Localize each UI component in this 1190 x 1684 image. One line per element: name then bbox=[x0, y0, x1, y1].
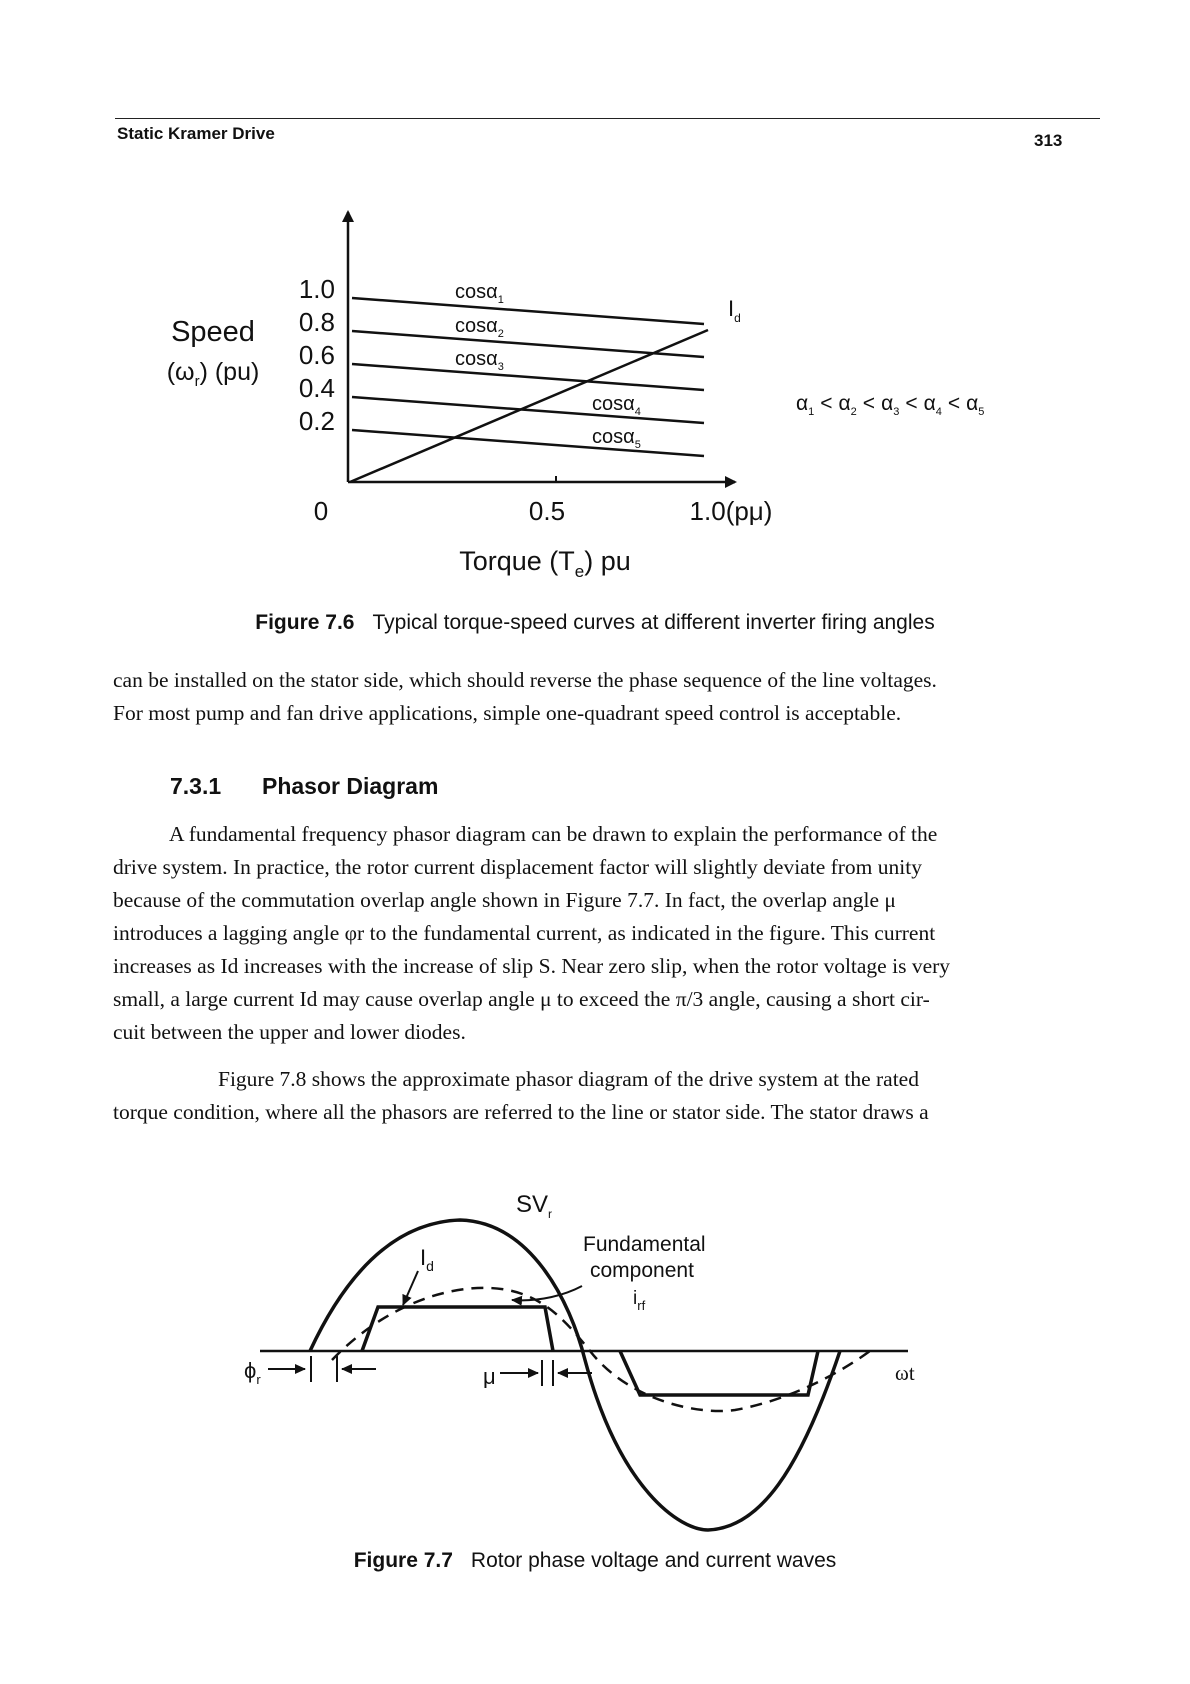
x-tick-label: 0 bbox=[313, 496, 329, 526]
text-line: For most pump and fan drive applications, simple one-quadrant speed control is acceptable. bbox=[113, 701, 902, 725]
text-line: because of the commutation overlap angle shown in Figure 7.7. In fact, the overlap angle μ bbox=[113, 888, 896, 912]
fundamental-label: Fundamental bbox=[583, 1233, 706, 1256]
mu-label: μ bbox=[483, 1364, 496, 1389]
rotor-current-wave bbox=[362, 1307, 553, 1351]
y-tick-label: 0.6 bbox=[298, 340, 335, 370]
id-label: $I_d$ bbox=[420, 1245, 434, 1274]
angle-relation: $\alpha_1 < \alpha_2 < \alpha_3 < \alpha_4 < \alpha_5$ bbox=[796, 392, 985, 418]
rotor-voltage-wave bbox=[310, 1220, 840, 1530]
figure-7-7 bbox=[0, 1170, 1190, 1550]
section-heading bbox=[170, 773, 438, 800]
x-axis-label: Torque $(T_e)$ pu bbox=[459, 546, 631, 581]
x-tick-label: 1.0(pμ) bbox=[689, 496, 773, 526]
y-axis-label-line1: Speed bbox=[171, 316, 255, 348]
text-line: can be installed on the stator side, which should reverse the phase sequence of the line voltages. bbox=[113, 668, 937, 692]
id-load-line bbox=[350, 330, 708, 482]
omega-t-label: ωt bbox=[895, 1361, 915, 1385]
speed-curve-3 bbox=[352, 364, 704, 390]
text-line: Figure 7.8 shows the approximate phasor diagram of the drive system at the rated bbox=[218, 1067, 919, 1091]
rotor-waveform-diagram bbox=[0, 1170, 1190, 1550]
speed-curve-5 bbox=[352, 430, 704, 456]
header-rule bbox=[115, 118, 1100, 119]
caption-text: Typical torque-speed curves at different inverter firing angles bbox=[372, 611, 935, 634]
figure-7-6 bbox=[0, 200, 1190, 590]
text-line: A fundamental frequency phasor diagram can be drawn to explain the performance of the bbox=[169, 822, 938, 846]
text-line: small, a large current Id may cause overlap angle μ to exceed the π/3 angle, causing a short cir- bbox=[113, 987, 930, 1011]
y-tick-label: 1.0 bbox=[298, 274, 335, 304]
section-number: 7.3.1 bbox=[170, 773, 222, 799]
speed-curve-4 bbox=[352, 397, 704, 423]
text-line: drive system. In practice, the rotor current displacement factor will slightly deviate from unity bbox=[113, 855, 922, 879]
curve-label-cos-alpha-5: cosα$_5$ bbox=[592, 426, 641, 451]
component-label: component bbox=[590, 1259, 694, 1282]
caption-text: Rotor phase voltage and current waves bbox=[470, 1549, 837, 1572]
y-tick-label: 0.4 bbox=[298, 373, 335, 403]
text-line: cuit between the upper and lower diodes. bbox=[113, 1020, 466, 1044]
id-pointer bbox=[403, 1271, 418, 1305]
curve-label-cos-alpha-1: cosα$_1$ bbox=[455, 281, 504, 306]
curve-label-cos-alpha-3: cosα$_3$ bbox=[455, 348, 504, 373]
torque-speed-diagram bbox=[0, 200, 1190, 590]
text-line: introduces a lagging angle φr to the fundamental current, as indicated in the figure. This current bbox=[113, 921, 936, 945]
figure-7-6-caption bbox=[0, 611, 1190, 635]
body-paragraph-3 bbox=[113, 1063, 1061, 1129]
y-tick-label: 0.2 bbox=[298, 406, 335, 436]
figure-number: Figure 7.7 bbox=[353, 1549, 453, 1572]
running-title: Static Kramer Drive bbox=[117, 124, 275, 143]
rotor-current-wave-negative bbox=[620, 1351, 818, 1395]
y-axis-label-line2: $(\omega_r)$ (pu) bbox=[166, 358, 260, 390]
curve-label-cos-alpha-4: cosα$_4$ bbox=[592, 393, 641, 418]
figure-7-7-caption bbox=[0, 1549, 1190, 1573]
phi-r-label: $\phi_r$ bbox=[244, 1358, 261, 1387]
sv-label: $SV_r$ bbox=[516, 1191, 553, 1221]
curve-label-cos-alpha-2: cosα$_2$ bbox=[455, 315, 504, 340]
text-line: torque condition, where all the phasors are referred to the line or stator side. The stator draws a bbox=[113, 1100, 929, 1124]
x-tick-label: 0.5 bbox=[528, 496, 566, 526]
speed-curve-1 bbox=[352, 298, 704, 324]
y-tick-label: 0.8 bbox=[298, 307, 335, 337]
section-title: Phasor Diagram bbox=[262, 773, 439, 799]
body-paragraph-1 bbox=[113, 664, 1048, 730]
body-paragraph-2 bbox=[113, 818, 1061, 1049]
page-number: 313 bbox=[1034, 131, 1063, 150]
text-line: increases as Id increases with the increase of slip S. Near zero slip, when the rotor voltage is very bbox=[113, 954, 951, 978]
irf-label: $i_{rf}$ bbox=[633, 1288, 646, 1313]
figure-number: Figure 7.6 bbox=[255, 611, 355, 634]
id-curve-label: $I_d$ bbox=[728, 296, 741, 325]
